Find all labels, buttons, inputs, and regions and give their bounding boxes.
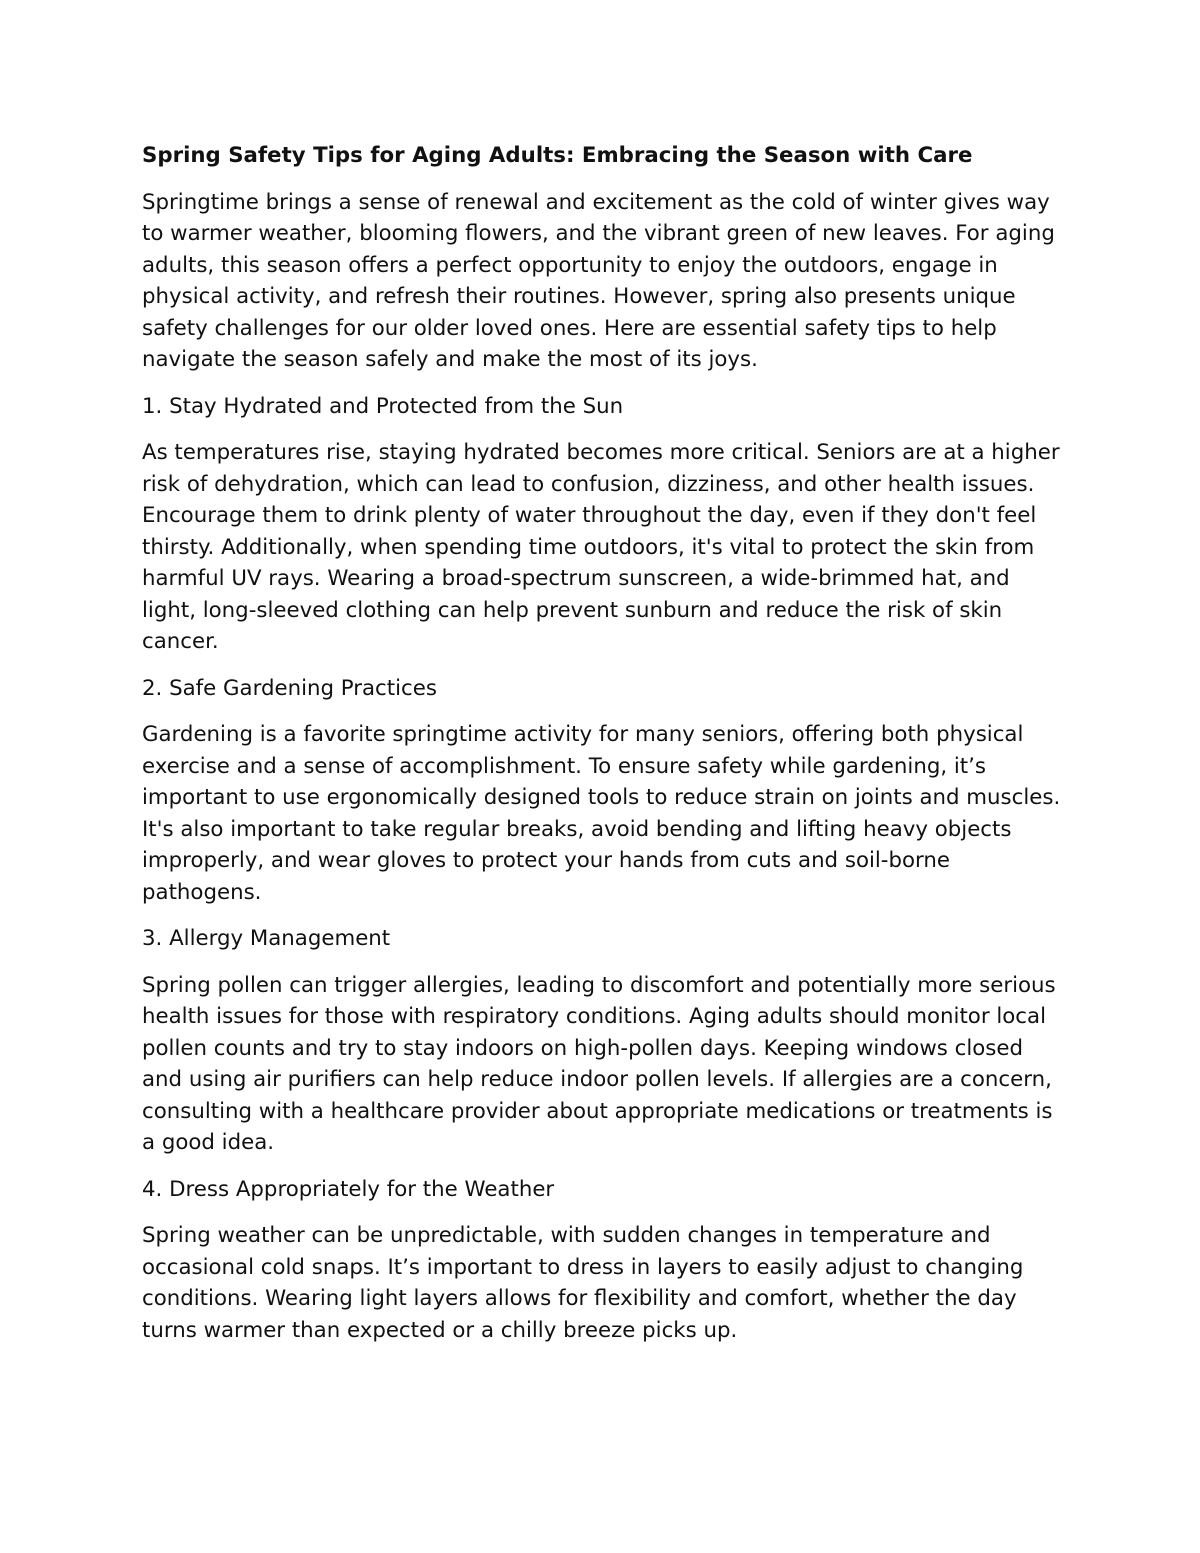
section-body-hydration: As temperatures rise, staying hydrated becomes more critical. Seniors are at a higher risk of dehydration, which can lead to confusion, dizziness, and other health issues. Encourage them to drink plenty of water throughout the day, even if they don't feel thirsty. Additionally, when spending time outdoors, it's vital to protect the skin from harmful UV rays. Wearing a broad-spectrum sunscreen, a wide-brimmed hat, and light, long-sleeved clothing can help prevent sunburn and reduce the risk of skin cancer. [142, 440, 1060, 654]
section-heading-allergy: 3. Allergy Management [142, 926, 391, 951]
document-title: Spring Safety Tips for Aging Adults: Embracing the Season with Care [142, 143, 973, 168]
section-heading-hydration: 1. Stay Hydrated and Protected from the Sun [142, 393, 624, 419]
intro-paragraph: Springtime brings a sense of renewal and excitement as the cold of winter gives way to warmer weather, blooming flowers, and the vibrant green of new leaves. For aging adults, this season offers a perfect opportunity to enjoy the outdoors, engage in physical activity, and refresh their routines. However, spring also presents unique safety challenges for our older loved ones. Here are essential safety tips to help navigate the season safely and make the most of its joys. [142, 189, 1055, 372]
document-body [142, 140, 1067, 1361]
section-heading-dress: 4. Dress Appropriately for the Weather [142, 1176, 555, 1202]
section-body-allergy: Spring pollen can trigger allergies, leading to discomfort and potentially more serious health issues for those with respiratory conditions. Aging adults should monitor local pollen counts and try to stay indoors on high-pollen days. Keeping windows closed and using air purifiers can help reduce indoor pollen levels. If allergies are a concern, consulting with a healthcare provider about appropriate medications or treatments is a good idea. [142, 972, 1056, 1155]
section-body-gardening: Gardening is a favorite springtime activity for many seniors, offering both physical exercise and a sense of accomplishment. To ensure safety while gardening, it’s important to use ergonomically designed tools to reduce strain on joints and muscles. It's also important to take regular breaks, avoid bending and lifting heavy objects improperly, and wear gloves to protect your hands from cuts and soil-borne pathogens. [142, 722, 1061, 905]
section-body-dress: Spring weather can be unpredictable, with sudden changes in temperature and occasional cold snaps. It’s important to dress in layers to easily adjust to changing conditions. Wearing light layers allows for flexibility and comfort, whether the day turns warmer than expected or a chilly breeze picks up. [142, 1223, 1024, 1343]
section-heading-gardening: 2. Safe Gardening Practices [142, 675, 437, 701]
